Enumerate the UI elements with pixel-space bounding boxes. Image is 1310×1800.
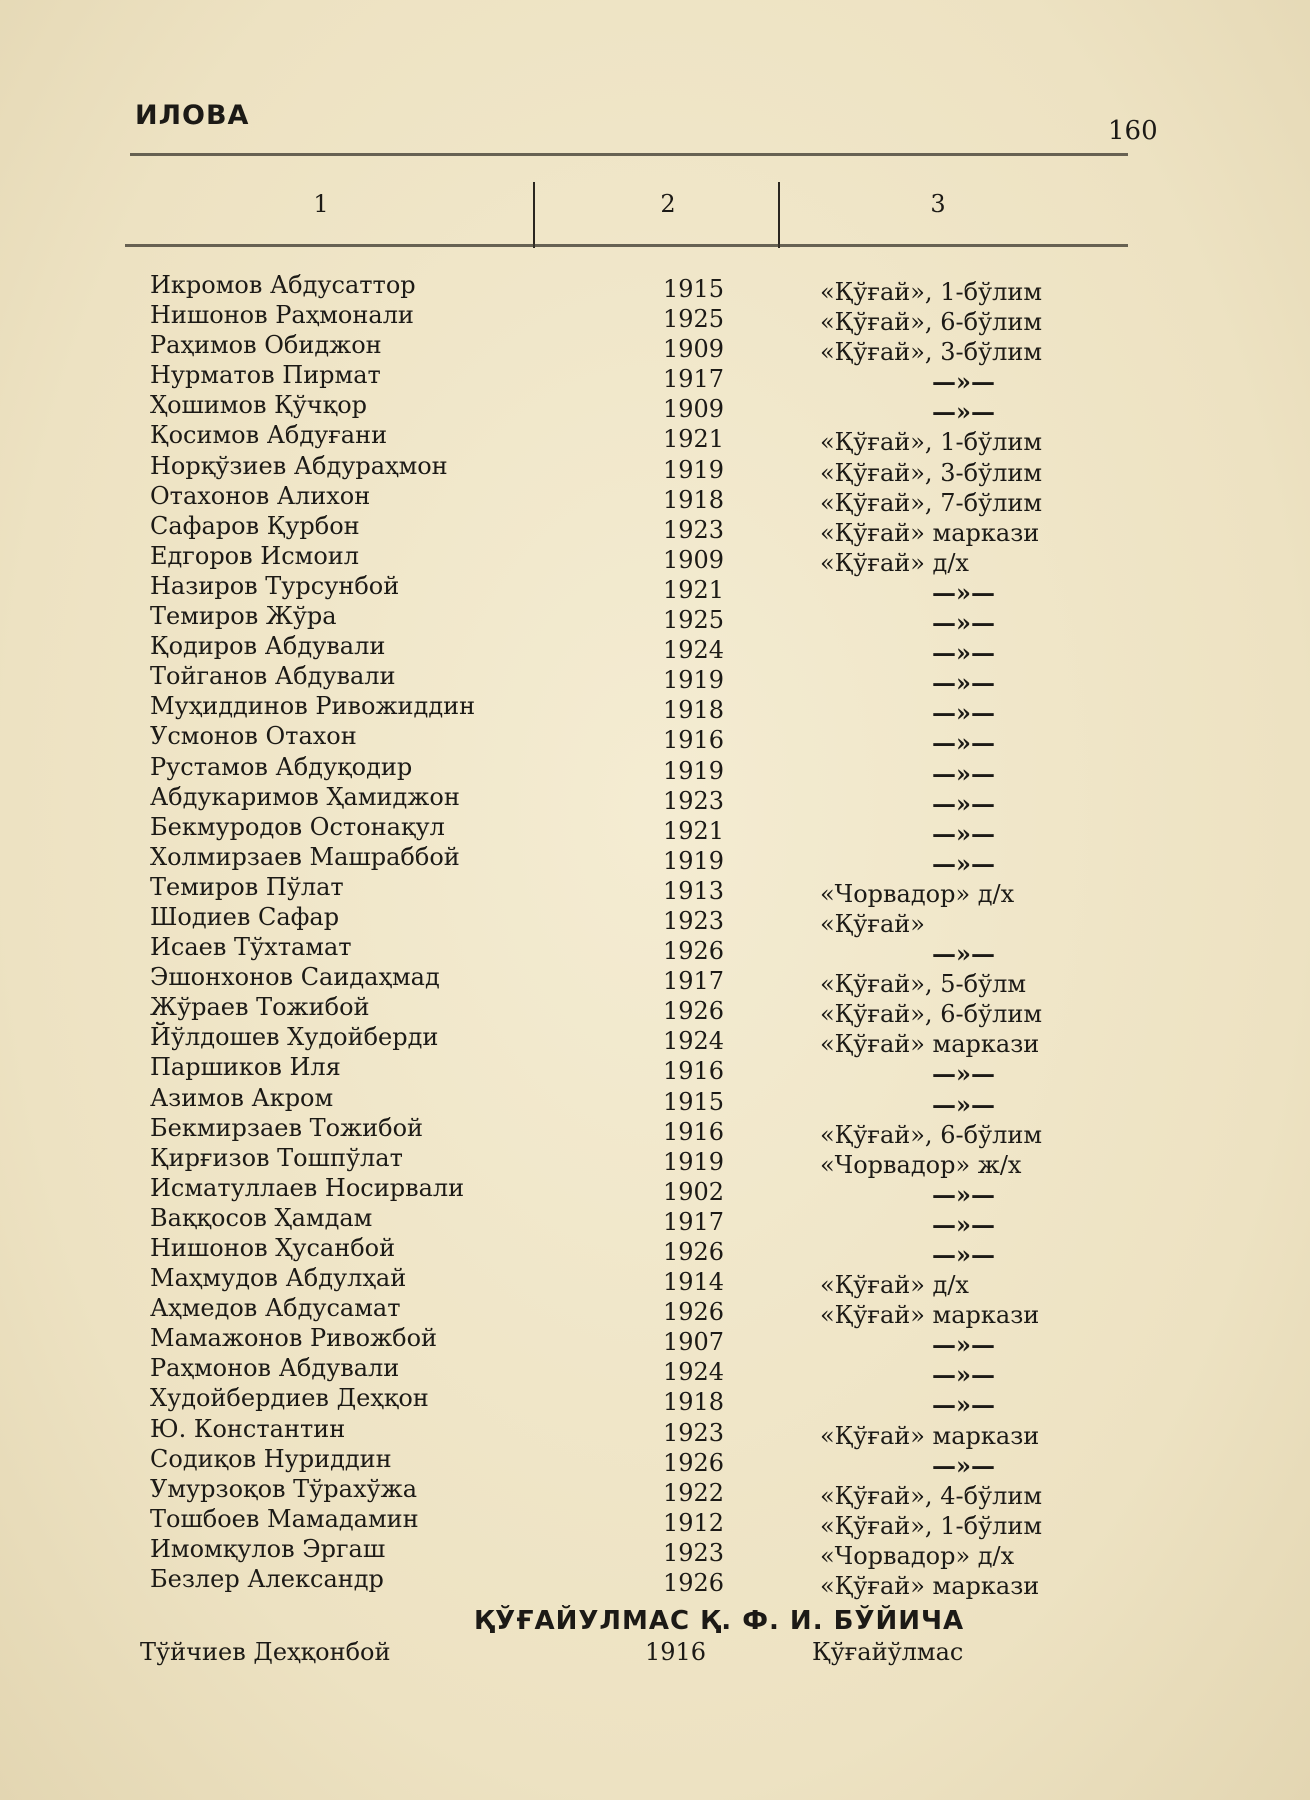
- place: «Қўғай», 6-бўлим: [820, 1120, 1043, 1149]
- person-name: Муҳиддинов Ривожиддин: [150, 692, 476, 721]
- place: —»—: [932, 1059, 995, 1089]
- person-name: Эшонхонов Саидаҳмад: [150, 963, 440, 992]
- place: —»—: [932, 1179, 995, 1209]
- table-row: [0, 992, 1310, 1029]
- birth-year: 1918: [663, 1388, 725, 1417]
- place: «Чорвадор» ж/х: [820, 1150, 1022, 1179]
- birth-year: 1919: [663, 666, 725, 695]
- person-name: Назиров Турсунбой: [150, 571, 400, 600]
- place: «Қўғай» д/х: [820, 548, 969, 577]
- birth-year: 1921: [663, 575, 725, 604]
- table-row: [0, 601, 1310, 638]
- birth-year: 1919: [663, 1147, 725, 1176]
- place: —»—: [932, 818, 995, 848]
- person-name: Темиров Пўлат: [150, 872, 344, 901]
- table-row: [0, 661, 1310, 698]
- birth-year: 1923: [663, 906, 725, 935]
- section-heading: ҚЎҒАЙУЛМАС Қ. Ф. И. БЎЙИЧА: [474, 1606, 965, 1636]
- place: «Қўғай», 1-бўлим: [820, 428, 1043, 457]
- birth-year: 1926: [663, 1448, 725, 1477]
- table-row: [0, 1233, 1310, 1269]
- person-name: Тошбоев Мамадамин: [150, 1504, 419, 1533]
- place: —»—: [932, 1390, 995, 1420]
- table-row: [0, 390, 1310, 427]
- birth-year: 1916: [645, 1638, 707, 1666]
- table-row: [0, 1564, 1310, 1601]
- table-row: [0, 1203, 1310, 1239]
- birth-year: 1917: [663, 967, 725, 996]
- table-row: [0, 1444, 1310, 1480]
- birth-year: 1918: [663, 485, 725, 514]
- place: «Қўғай», 7-бўлим: [820, 488, 1043, 517]
- place: —»—: [932, 1209, 995, 1239]
- place: Қўғайўлмас: [812, 1638, 964, 1666]
- table-row: [0, 1173, 1310, 1209]
- person-name: Умурзоқов Тўрахўжа: [150, 1474, 418, 1503]
- table-row: [0, 1083, 1310, 1119]
- table-row: [0, 1534, 1310, 1570]
- place: «Қўғай», 3-бўлим: [820, 338, 1043, 367]
- birth-year: 1916: [663, 1117, 725, 1146]
- place: «Қўғай» маркази: [820, 1421, 1040, 1450]
- place: «Қўғай», 1-бўлим: [820, 278, 1043, 306]
- person-name: Рустамов Абдуқодир: [150, 752, 413, 781]
- person-name: Қосимов Абдуғани: [150, 421, 388, 450]
- header-bottom-rule: [125, 244, 1128, 247]
- birth-year: 1919: [663, 455, 725, 484]
- person-name: Безлер Александр: [150, 1565, 384, 1594]
- birth-year: 1921: [663, 425, 725, 454]
- person-name: Раҳмонов Абдували: [150, 1354, 400, 1383]
- birth-year: 1917: [663, 1207, 725, 1236]
- person-name: Паршиков Иля: [150, 1053, 341, 1082]
- person-name: Йўлдошев Худойберди: [150, 1023, 439, 1052]
- person-name: Ю. Константин: [150, 1414, 346, 1443]
- place: «Чорвадор» д/х: [820, 879, 1015, 908]
- person-name: Аҳмедов Абдусамат: [150, 1294, 401, 1323]
- person-name: Тойганов Абдували: [150, 662, 396, 691]
- birth-year: 1926: [663, 997, 725, 1026]
- place: —»—: [932, 728, 995, 758]
- place: —»—: [932, 788, 995, 818]
- place: —»—: [932, 1089, 995, 1119]
- place: «Қўғай», 6-бўлим: [820, 308, 1043, 337]
- table-row: [0, 691, 1310, 728]
- place: «Қўғай», 5-бўлм: [820, 970, 1027, 999]
- birth-year: 1921: [663, 816, 725, 845]
- person-name: Мамажонов Ривожбой: [150, 1324, 438, 1353]
- place: —»—: [932, 1330, 995, 1360]
- person-name: Норқўзиев Абдураҳмон: [150, 451, 448, 480]
- column-header-1: 1: [313, 190, 329, 218]
- table-row: [0, 1022, 1310, 1059]
- birth-year: 1926: [663, 1569, 725, 1598]
- birth-year: 1915: [663, 1087, 725, 1116]
- person-name: Содиқов Нуриддин: [150, 1444, 392, 1473]
- column-header-3: 3: [930, 190, 946, 218]
- person-name: Азимов Акром: [150, 1083, 334, 1112]
- place: —»—: [932, 758, 995, 788]
- birth-year: 1913: [663, 876, 725, 905]
- place: —»—: [932, 367, 995, 397]
- person-name: Отахонов Алихон: [150, 481, 371, 510]
- birth-year: 1909: [663, 395, 725, 424]
- birth-year: 1922: [663, 1478, 725, 1507]
- table-row: [0, 1383, 1310, 1420]
- table-row: [0, 1474, 1310, 1510]
- table-row: [0, 420, 1310, 457]
- table-row: [0, 360, 1310, 397]
- person-name: Исматуллаев Носирвали: [150, 1173, 465, 1202]
- person-name: Қирғизов Тошпўлат: [150, 1143, 403, 1172]
- table-row: [0, 1414, 1310, 1450]
- place: «Қўғай» маркази: [820, 1301, 1040, 1330]
- birth-year: 1909: [663, 545, 725, 574]
- table-row: [0, 631, 1310, 668]
- birth-year: 1902: [663, 1177, 725, 1206]
- person-name: Темиров Жўра: [150, 602, 337, 631]
- person-name: Ҳошимов Қўчқор: [150, 391, 368, 420]
- place: «Қўғай» маркази: [820, 1030, 1040, 1059]
- person-name: Шодиев Сафар: [150, 902, 340, 931]
- person-name: Абдукаримов Ҳамиджон: [150, 782, 460, 811]
- place: —»—: [932, 848, 995, 878]
- table-body: [0, 270, 1310, 1601]
- place: —»—: [932, 939, 995, 969]
- table-row: [0, 842, 1310, 878]
- person-name: Холмирзаев Машраббой: [150, 842, 460, 871]
- table-row: [0, 451, 1310, 487]
- place: —»—: [932, 577, 995, 607]
- place: «Чорвадор» д/х: [820, 1541, 1015, 1570]
- place: «Қўғай», 1-бўлим: [820, 1511, 1043, 1540]
- place: «Қўғай», 6-бўлим: [820, 1000, 1043, 1029]
- person-name: Нурматов Пирмат: [150, 361, 381, 390]
- table-row: [0, 1263, 1310, 1300]
- birth-year: 1916: [663, 1057, 725, 1086]
- place: —»—: [932, 608, 995, 638]
- place: —»—: [932, 1450, 995, 1480]
- table-row: [0, 872, 1310, 908]
- table-row: [0, 962, 1310, 999]
- table-row: [0, 511, 1310, 547]
- column-header-2: 2: [660, 190, 676, 218]
- table-row: [0, 902, 1310, 938]
- column-divider: [533, 182, 535, 248]
- person-name: Қодиров Абдували: [150, 632, 386, 661]
- table-row: [0, 571, 1310, 607]
- birth-year: 1925: [663, 305, 725, 334]
- birth-year: 1923: [663, 1418, 725, 1447]
- birth-year: 1925: [663, 606, 725, 635]
- page-number: 160: [1108, 116, 1158, 146]
- person-name: Сафаров Қурбон: [150, 511, 360, 540]
- birth-year: 1916: [663, 726, 725, 755]
- table-row: [0, 721, 1310, 758]
- birth-year: 1926: [663, 1298, 725, 1327]
- person-name: Икромов Абдусаттор: [150, 271, 416, 299]
- birth-year: 1917: [663, 365, 725, 394]
- place: «Қўғай»: [820, 909, 925, 938]
- birth-year: 1924: [663, 1358, 725, 1387]
- person-name: Бекмуродов Остонақул: [150, 812, 445, 841]
- birth-year: 1919: [663, 846, 725, 875]
- table-row: [0, 1353, 1310, 1390]
- table-row: [0, 1052, 1310, 1089]
- person-name: Едгоров Исмоил: [150, 541, 360, 570]
- person-name: Жўраев Тожибой: [150, 993, 370, 1022]
- place: —»—: [932, 1360, 995, 1390]
- person-name: Нишонов Раҳмонали: [150, 301, 414, 330]
- table-row: [0, 1323, 1310, 1360]
- table-row: [0, 932, 1310, 969]
- birth-year: 1914: [663, 1268, 725, 1297]
- place: —»—: [932, 668, 995, 698]
- table-row: [0, 1113, 1310, 1149]
- birth-year: 1926: [663, 1238, 725, 1266]
- table-row: [0, 1293, 1310, 1330]
- table-row: [0, 481, 1310, 517]
- birth-year: 1923: [663, 786, 725, 815]
- table-row: [0, 752, 1310, 788]
- birth-year: 1915: [663, 275, 725, 303]
- person-name: Имомқулов Эргаш: [150, 1534, 386, 1563]
- table-row: [0, 782, 1310, 818]
- birth-year: 1909: [663, 335, 725, 364]
- person-name: Усмонов Отахон: [150, 722, 357, 751]
- table-row: [0, 1636, 1310, 1668]
- table-row: [0, 1504, 1310, 1540]
- person-name: Тўйчиев Деҳқонбой: [140, 1638, 391, 1666]
- person-name: Исаев Тўхтамат: [150, 933, 352, 962]
- birth-year: 1923: [663, 1538, 725, 1567]
- birth-year: 1923: [663, 515, 725, 544]
- page-title: ИЛОВА: [135, 100, 250, 131]
- birth-year: 1919: [663, 756, 725, 785]
- table-row: [0, 541, 1310, 577]
- table-row: [0, 330, 1310, 367]
- place: —»—: [932, 397, 995, 427]
- place: «Қўғай», 3-бўлим: [820, 458, 1043, 487]
- top-rule: [130, 153, 1128, 156]
- table-row: [0, 1143, 1310, 1179]
- column-divider: [778, 182, 780, 248]
- place: —»—: [932, 698, 995, 728]
- birth-year: 1907: [663, 1328, 725, 1357]
- person-name: Маҳмудов Абдулҳай: [150, 1264, 407, 1293]
- birth-year: 1918: [663, 696, 725, 725]
- place: «Қўғай» маркази: [820, 1572, 1040, 1601]
- table-row: [0, 812, 1310, 848]
- person-name: Бекмирзаев Тожибой: [150, 1113, 424, 1142]
- place: «Қўғай» д/х: [820, 1271, 969, 1300]
- place: «Қўғай», 4-бўлим: [820, 1481, 1043, 1510]
- person-name: Худойбердиев Деҳқон: [150, 1384, 429, 1413]
- place: «Қўғай» маркази: [820, 518, 1040, 547]
- place: —»—: [932, 1240, 995, 1269]
- person-name: Нишонов Ҳусанбой: [150, 1234, 396, 1262]
- place: —»—: [932, 638, 995, 668]
- table-row: [0, 270, 1310, 306]
- birth-year: 1912: [663, 1508, 725, 1537]
- birth-year: 1926: [663, 937, 725, 966]
- birth-year: 1924: [663, 636, 725, 665]
- person-name: Раҳимов Обиджон: [150, 331, 382, 360]
- birth-year: 1924: [663, 1027, 725, 1056]
- table-row: [0, 300, 1310, 337]
- person-name: Ваққосов Ҳамдам: [150, 1203, 373, 1232]
